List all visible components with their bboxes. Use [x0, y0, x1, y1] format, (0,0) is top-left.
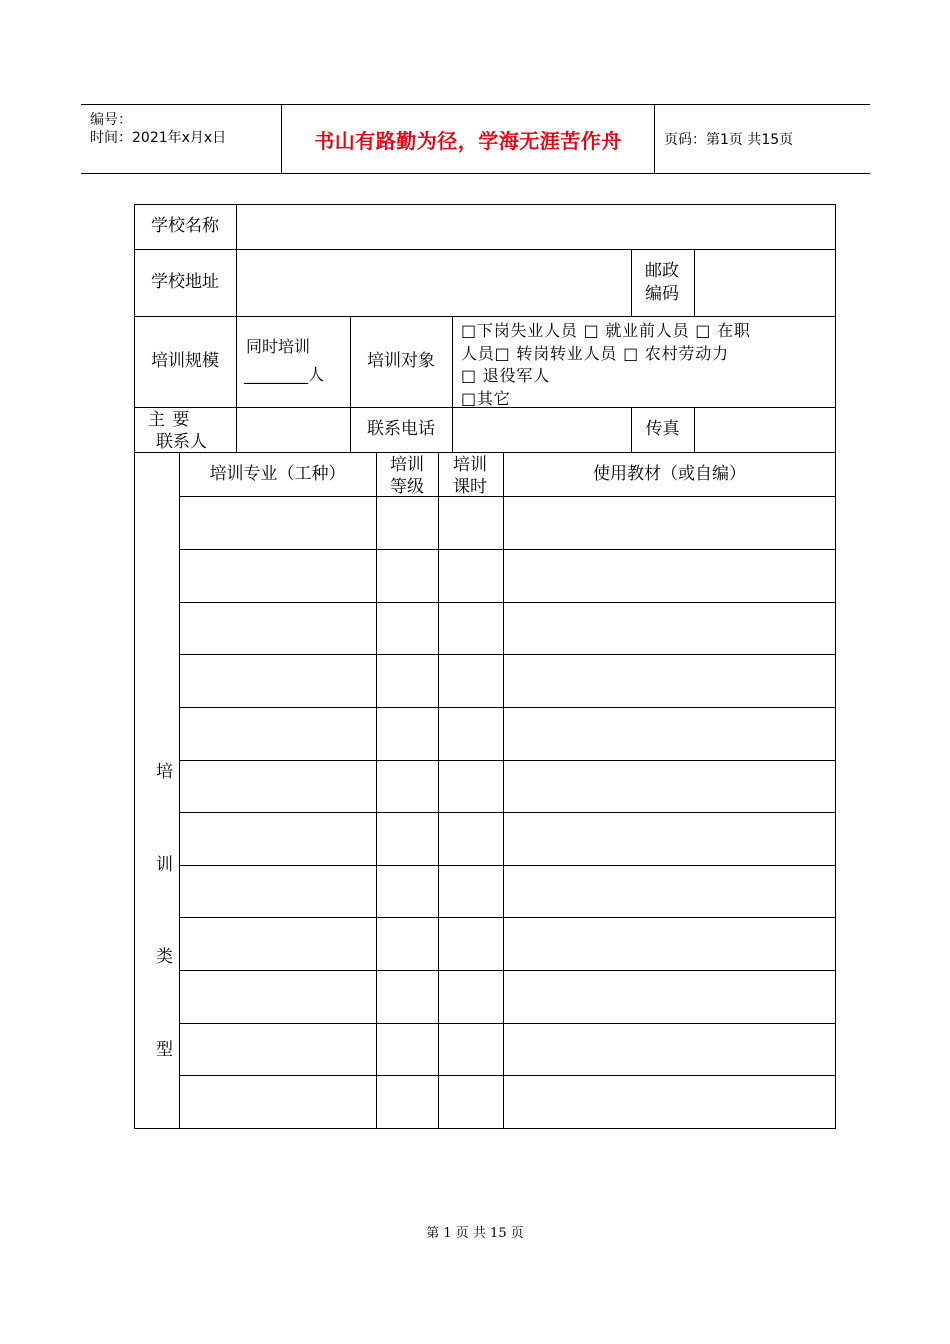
document-time-label: 时间：2021年x月x日: [90, 130, 227, 146]
level-column-divider: [376, 452, 377, 1128]
training-type-char: 型: [156, 1040, 173, 1060]
training-row-divider: [179, 654, 836, 655]
training-row-divider: [179, 496, 836, 497]
training-row-divider: [179, 865, 836, 866]
document-header: [81, 104, 870, 174]
contact-label-line1: 主 要: [148, 410, 191, 430]
target-option-line[interactable]: □其它______________________: [461, 388, 705, 408]
training-row-divider: [179, 549, 836, 550]
postal-column-divider: [631, 249, 632, 316]
page-info-text: 页码：第1页 共15页: [664, 132, 794, 148]
training-type-char: 培: [156, 762, 173, 782]
motto-text: 书山有路勤为径，学海无涯苦作舟: [314, 128, 622, 153]
column-header-level-line1: 培训: [390, 455, 424, 475]
contact-person-field[interactable]: [237, 408, 350, 452]
training-row-divider: [179, 707, 836, 708]
type-column-divider: [179, 452, 180, 1128]
header-motto-cell: [282, 105, 655, 173]
training-row-divider: [179, 1023, 836, 1024]
postal-code-field[interactable]: [695, 250, 835, 316]
contact-label-line2: 联系人: [156, 432, 207, 452]
column-header-hours-line2: 课时: [453, 477, 487, 497]
school-address-field[interactable]: [237, 250, 631, 316]
scale-value-line1: 同时培训: [246, 337, 311, 356]
training-row-divider: [179, 812, 836, 813]
target-option-line[interactable]: □下岗失业人员 □ 就业前人员 □ 在职: [461, 321, 751, 340]
fax-label: 传真: [645, 419, 680, 440]
header-page-cell: [655, 105, 870, 173]
training-row-divider: [179, 917, 836, 918]
column-header-level-line2: 等级: [390, 477, 424, 497]
training-row-divider: [179, 1075, 836, 1076]
column-header-textbook: 使用教材（或自编）: [593, 463, 746, 484]
target-option-line[interactable]: 人员□ 转岗转业人员 □ 农村劳动力: [461, 343, 729, 363]
document-number-label: 编号：: [90, 112, 132, 128]
scale-value-line2[interactable]: ________人: [244, 365, 325, 384]
table-border-bottom: [134, 1128, 836, 1129]
column-header-hours-line1: 培训: [453, 455, 487, 475]
school-address-label: 学校地址: [151, 272, 219, 293]
training-row-divider: [179, 760, 836, 761]
textbook-column-divider: [503, 452, 504, 1128]
training-scale-label: 培训规模: [151, 351, 219, 372]
school-name-field[interactable]: [237, 205, 835, 249]
training-type-char: 类: [156, 947, 173, 967]
school-name-label: 学校名称: [151, 216, 219, 237]
header-meta-cell: [81, 105, 282, 173]
training-type-char: 训: [156, 855, 173, 875]
hours-column-divider: [438, 452, 439, 1128]
registration-form-table: [134, 204, 836, 1129]
fax-field[interactable]: [695, 408, 835, 452]
training-target-options: [461, 320, 831, 410]
target-option-line[interactable]: □ 退役军人: [461, 366, 551, 385]
column-header-specialty: 培训专业（工种）: [209, 463, 346, 484]
postal-code-label-line1: 邮政: [645, 261, 679, 281]
phone-label: 联系电话: [367, 419, 435, 440]
training-target-label: 培训对象: [367, 351, 435, 372]
table-border-right: [835, 204, 836, 1129]
page-footer: 第 1 页 共 15 页: [426, 1226, 524, 1241]
row-divider: [134, 316, 836, 317]
phone-field[interactable]: [453, 408, 631, 452]
training-row-divider: [179, 602, 836, 603]
training-row-divider: [179, 970, 836, 971]
postal-code-label-line2: 编码: [645, 284, 679, 304]
